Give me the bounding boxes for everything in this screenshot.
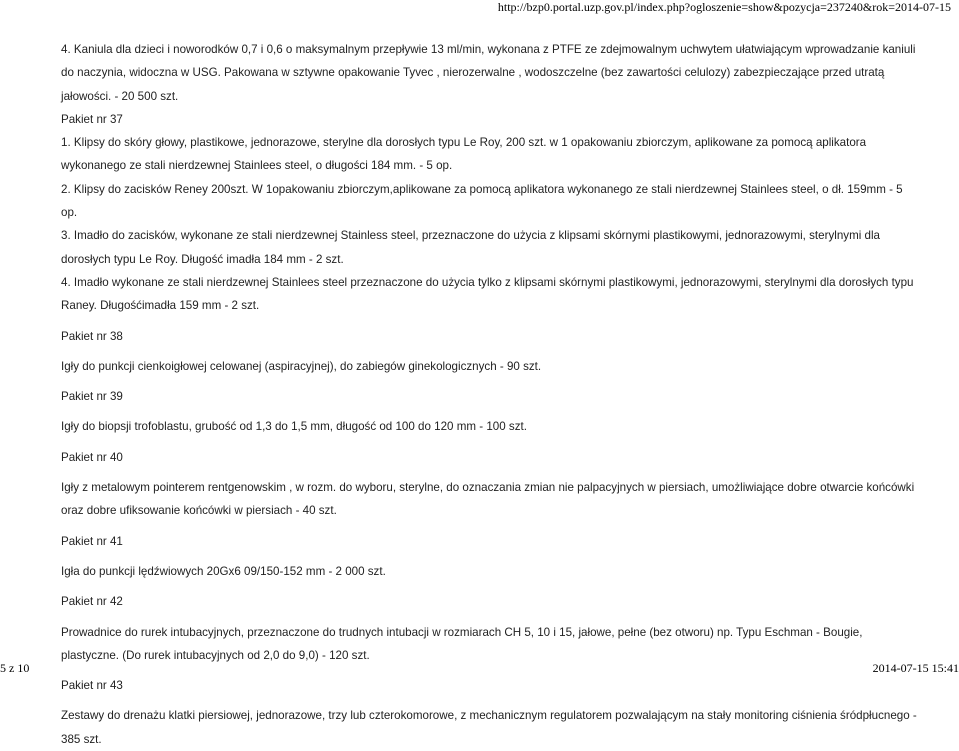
page-url: http://bzp0.portal.uzp.gov.pl/index.php?ogloszenie=show&pozycja=237240&rok=2014-07-15: [497, 0, 951, 14]
pakiet-37-item-1: 1. Klipsy do skóry głowy, plastikowe, jednorazowe, sterylne dla dorosłych typu Le Roy, 200 szt. w 1 opakowaniu zbiorczym, aplikowane za pomocą aplikatora wykonanego ze stali nierdzewnej Stainlees steel, o długości 184 mm. - 5 op.: [61, 136, 867, 173]
pakiet-39-text: Igły do biopsji trofoblastu, grubość od 1,3 do 1,5 mm, długość od 100 do 120 mm - 100 szt.: [61, 420, 527, 434]
pakiet-39-heading: Pakiet nr 39: [61, 390, 123, 404]
print-datetime: 2014-07-15 15:41: [872, 661, 959, 675]
pakiet-37-heading: Pakiet nr 37: [61, 112, 123, 126]
pakiet-40-text: Igły z metalowym pointerem rentgenowskim , w rozm. do wyboru, sterylne, do oznaczania zmian nie palpacyjnych w piersiach, umożliwiające dobre otwarcie końcówki oraz dobre ufiksowanie końcówki w piersiach - 40 szt.: [61, 481, 915, 518]
pakiet-42-heading: Pakiet nr 42: [61, 595, 123, 609]
pakiet-38-text: Igły do punkcji cienkoigłowej celowanej (aspiracyjnej), do zabiegów ginekologicznych - 90 szt.: [61, 359, 542, 373]
pakiet-41-text: Igła do punkcji lędźwiowych 20Gx6 09/150-152 mm - 2 000 szt.: [61, 564, 386, 578]
document-content: [61, 38, 921, 751]
pakiet-41-heading: Pakiet nr 41: [61, 534, 123, 548]
pakiet-43-text: Zestawy do drenażu klatki piersiowej, jednorazowe, trzy lub czterokomorowe, z mechanicznym regulatorem pozwalającym na stały monitoring ciśnienia śródpłucnego - 385 szt.: [61, 709, 917, 746]
pakiet-43-heading: Pakiet nr 43: [61, 679, 123, 693]
pakiet-42-text: Prowadnice do rurek intubacyjnych, przeznaczone do trudnych intubacji w rozmiarach CH 5, 10 i 15, jałowe, pełne (bez otworu) np. Typu Eschman - Bougie, plastyczne. (Do rurek intubacyjnych od 2,0 do 9,0) - 120 szt.: [61, 625, 863, 662]
pakiet-40-heading: Pakiet nr 40: [61, 450, 123, 464]
pakiet-37-item-2: 2. Klipsy do zacisków Reney 200szt. W 1opakowaniu zbiorczym,aplikowane za pomocą aplikatora wykonanego ze stali nierdzewnej Stainlees steel, o dł. 159mm - 5 op.: [61, 182, 903, 220]
pakiet-37-item-3: 3. Imadło do zacisków, wykonane ze stali nierdzewnej Stainless steel, przeznaczone do użycia z klipsami skórnymi plastikowymi, jednorazowymi, sterylnymi dla dorosłych typu Le Roy. Długość imadła 184 mm - 2 szt.: [61, 229, 880, 266]
pakiet-38-heading: Pakiet nr 38: [61, 329, 123, 343]
pakiet-37-item-4: 4. Imadło wykonane ze stali nierdzewnej Stainlees steel przeznaczone do użycia tylko z klipsami skórnymi plastikowymi, jednorazowymi, sterylnymi dla dorosłych typu Raney. Długośćimadła 159 mm - 2 szt.: [61, 275, 914, 313]
item4-kaniula: 4. Kaniula dla dzieci i noworodków 0,7 i 0,6 o maksymalnym przepływie 13 ml/min, wykonana z PTFE ze zdejmowalnym uchwytem ułatwiającym wprowadzanie kaniuli do naczynia, widoczna w USG. Pakowana w sztywne opakowanie Tyvec , nierozerwalne , wodoszczelne (bez zawartości celulozy) zabezpieczające przed utratą jałowości. - 20 500 szt.: [61, 43, 916, 103]
page-number: 5 z 10: [0, 661, 30, 675]
